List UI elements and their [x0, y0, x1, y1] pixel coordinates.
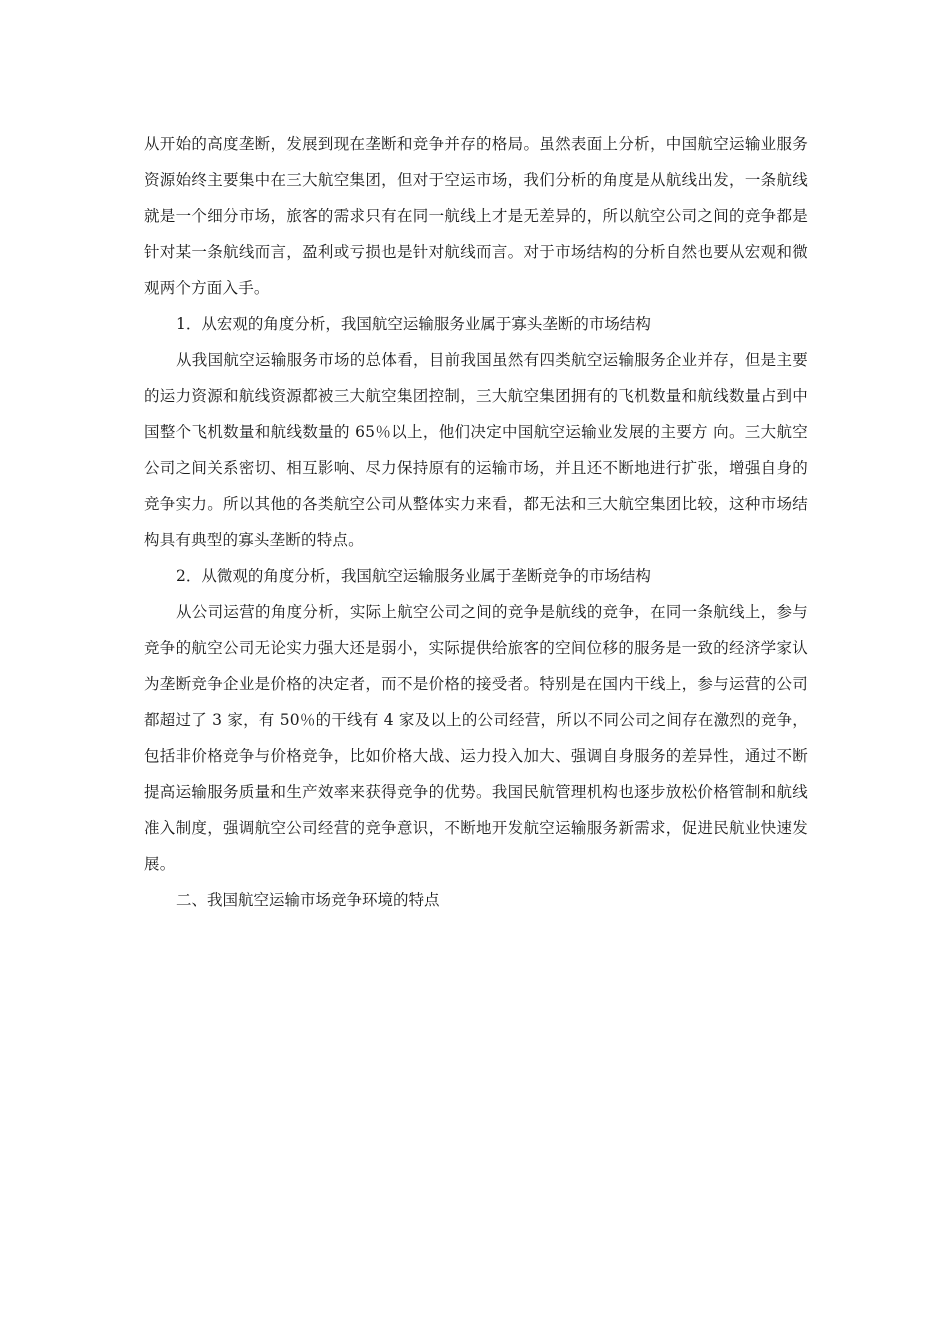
section-heading-3: 二、我国航空运输市场竞争环境的特点 — [176, 891, 440, 909]
document-page — [144, 126, 808, 918]
section-heading-2: 2．从微观的角度分析，我国航空运输服务业属于垄断竞争的市场结构 — [176, 567, 651, 585]
body-paragraph-2: 从我国航空运输服务市场的总体看，目前我国虽然有四类航空运输服务企业并存，但是主要的运力资源和航线资源都被三大航空集团控制，三大航空集团拥有的飞机数量和航线数量占到中国整个飞机数量和航线数量的 65％以上，他们决定中国航空运输业发展的主要方 向。三大航空公司之间关系密切、相互影响、尽力保持原有的运输市场，并且还不断地进行扩张，增强自身的竞争实力。所以其他的各类航空公司从整体实力来看，都无法和三大航空集团比较，这种市场结构具有典型的寡头垄断的特点。 — [144, 351, 808, 549]
section-heading-1: 1．从宏观的角度分析，我国航空运输服务业属于寡头垄断的市场结构 — [176, 315, 651, 333]
body-paragraph-3: 从公司运营的角度分析，实际上航空公司之间的竞争是航线的竞争，在同一条航线上，参与竞争的航空公司无论实力强大还是弱小，实际提供给旅客的空间位移的服务是一致的经济学家认为垄断竞争企业是价格的决定者，而不是价格的接受者。特别是在国内干线上，参与运营的公司都超过了 3 家，有 50％的干线有 4 家及以上的公司经营，所以不同公司之间存在激烈的竞争，包括非价格竞争与价格竞争，比如价格大战、运力投入加大、强调自身服务的差异性，通过不断提高运输服务质量和生产效率来获得竞争的优势。我国民航管理机构也逐步放松价格管制和航线准入制度，强调航空公司经营的竞争意识，不断地开发航空运输服务新需求，促进民航业快速发展。 — [144, 603, 808, 873]
body-paragraph-1: 从开始的高度垄断，发展到现在垄断和竞争并存的格局。虽然表面上分析，中国航空运输业服务资源始终主要集中在三大航空集团，但对于空运市场，我们分析的角度是从航线出发，一条航线就是一个细分市场，旅客的需求只有在同一航线上才是无差异的，所以航空公司之间的竞争都是针对某一条航线而言，盈利或亏损也是针对航线而言。对于市场结构的分析自然也要从宏观和微观两个方面入手。 — [144, 135, 808, 297]
